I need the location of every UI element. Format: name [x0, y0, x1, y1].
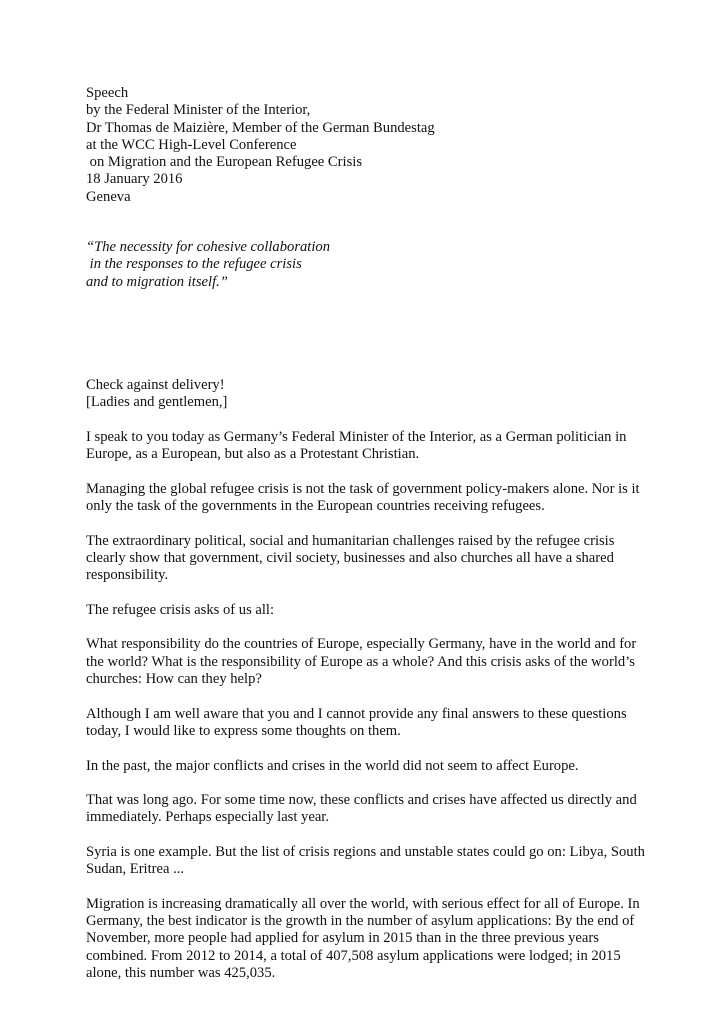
body-paragraph: Syria is one example. But the list of crisis regions and unstable states could go on: Libya, South Sudan, Eritrea ...: [86, 843, 645, 878]
speech-title-quote: [86, 239, 654, 291]
body-paragraph: That was long ago. For some time now, these conflicts and crises have affected us directly and immediately. Perhaps especially last year.: [86, 792, 637, 826]
header-line-name: Dr Thomas de Maizière, Member of the German Bundestag: [86, 119, 435, 136]
header-line-speech: Speech: [86, 85, 129, 101]
salutation: [Ladies and gentlemen,]: [86, 394, 228, 411]
quote-line: in the responses to the refugee crisis: [86, 256, 302, 273]
body-paragraph: What responsibility do the countries of Europe, especially Germany, have in the world and for the world? What is the responsibility of Europe as a whole? And this crisis asks of the world’s churches: How can they help?: [86, 636, 637, 688]
header-line-conference: at the WCC High-Level Conference: [86, 136, 297, 153]
body-paragraph: In the past, the major conflicts and crises in the world did not seem to affect Europe.: [86, 757, 579, 774]
check-against-delivery: Check against delivery!: [86, 376, 225, 393]
speech-body: [86, 429, 654, 983]
body-paragraph: The extraordinary political, social and humanitarian challenges raised by the refugee crisis clearly show that government, civil society, businesses and also churches all have a shared responsibility.: [86, 532, 615, 584]
quote-line: “The necessity for cohesive collaboration: [86, 239, 330, 256]
header-line-topic: on Migration and the European Refugee Crisis: [86, 154, 362, 171]
delivery-notes: [86, 377, 654, 412]
body-paragraph: The refugee crisis asks of us all:: [86, 601, 275, 618]
body-paragraph: Migration is increasing dramatically all over the world, with serious effect for all of Europe. In Germany, the best indicator is the growth in the number of asylum applications: By the end of November, more people had applied for asylum in 2015 than in the three previous years combined. From 2012 to 2014, a total of 407,508 asylum applications were lodged; in 2015 alone, this number was 425,035.: [86, 895, 640, 982]
speech-header: [86, 85, 654, 206]
header-line-date: 18 January 2016: [86, 171, 183, 188]
header-line-minister: by the Federal Minister of the Interior,: [86, 102, 311, 119]
body-paragraph: I speak to you today as Germany’s Federal Minister of the Interior, as a German politician in Europe, as a European, but also as a Protestant Christian.: [86, 428, 627, 463]
quote-line: and to migration itself.”: [86, 273, 228, 290]
header-line-location: Geneva: [86, 188, 131, 205]
body-paragraph: Managing the global refugee crisis is not the task of government policy-makers alone. Nor is it only the task of the governments in the European countries receiving refugees.: [86, 480, 640, 515]
body-paragraph: Although I am well aware that you and I cannot provide any final answers to these questions today, I would like to express some thoughts on them.: [86, 705, 627, 739]
